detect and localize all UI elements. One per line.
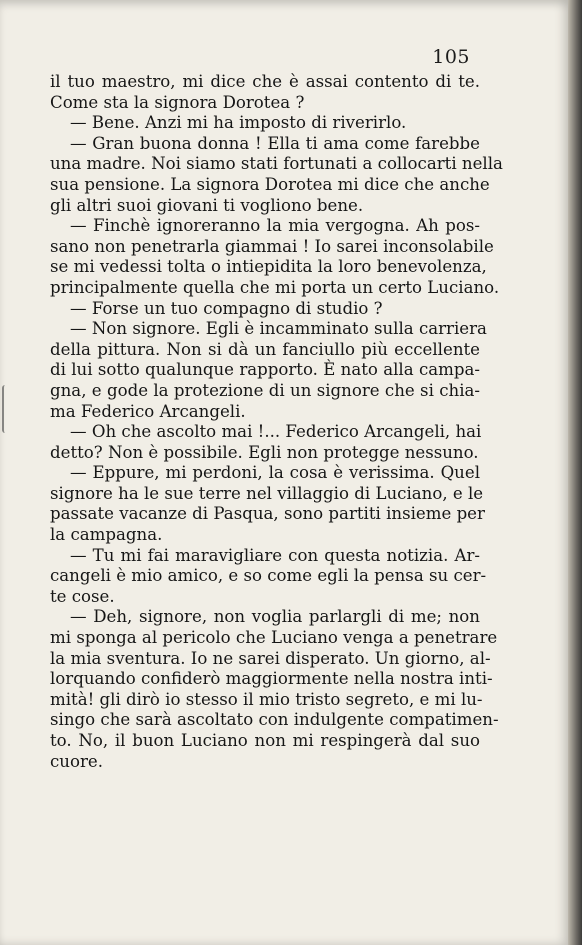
text-line: — Forse un tuo compagno di studio ? [70, 298, 383, 318]
text-line: mi sponga al pericolo che Luciano venga a penetrare [50, 628, 498, 648]
text-line: il tuo maestro, mi dice che è assai contento di te. [50, 72, 480, 91]
text-line: gna, e gode la protezione di un signore che si chia- [50, 380, 480, 400]
text-line: cangeli è mio amico, e so come egli la pensa su cer- [50, 566, 487, 586]
text-line: ma Federico Arcangeli. [50, 401, 246, 421]
page-edge-shadow [568, 0, 582, 945]
text-line: sano non penetrarla giammai ! Io sarei inconsolabile [50, 236, 494, 256]
text-line: — Tu mi fai maravigliare con questa notizia. Ar- [70, 545, 480, 565]
text-line: di lui sotto qualunque rapporto. È nato alla campa- [50, 360, 480, 380]
text-line: lorquando confiderò maggiormente nella nostra inti- [50, 669, 493, 689]
text-line: gli altri suoi giovani ti vogliono bene. [50, 195, 364, 215]
text-line: to. No, il buon Luciano non mi respingerà dal suo [50, 731, 480, 750]
text-line: se mi vedessi tolta o intiepidita la loro benevolenza, [50, 257, 487, 277]
text-line: una madre. Noi siamo stati fortunati a collocarti nella [50, 154, 503, 174]
text-line: — Oh che ascolto mai !... Federico Arcangeli, hai [70, 422, 482, 442]
text-line: della pittura. Non si dà un fanciullo più eccellente [50, 339, 480, 359]
gutter-mark [2, 385, 10, 433]
text-line: cuore. [50, 751, 103, 771]
text-line: te cose. [50, 586, 115, 606]
text-line: mità! gli dirò io stesso il mio tristo segreto, e mi lu- [50, 689, 483, 709]
text-line: la mia sventura. Io ne sarei disperato. Un giorno, al- [50, 648, 491, 668]
text-line: singo che sarà ascoltato con indulgente compatimen- [50, 710, 499, 730]
text-line: — Gran buona donna ! Ella ti ama come farebbe [70, 133, 480, 153]
text-line: sua pensione. La signora Dorotea mi dice che anche [50, 174, 490, 194]
page-number: 105 [432, 46, 470, 68]
text-line: — Non signore. Egli è incamminato sulla carriera [70, 319, 487, 339]
text-line: signore ha le sue terre nel villaggio di Luciano, e le [50, 483, 484, 503]
text-line: principalmente quella che mi porta un certo Luciano. [50, 277, 500, 297]
text-line: — Eppure, mi perdoni, la cosa è verissima. Quel [70, 463, 480, 483]
text-line: — Finchè ignoreranno la mia vergogna. Ah pos- [70, 216, 480, 236]
body-text [50, 72, 503, 772]
text-line: — Bene. Anzi mi ha imposto di riverirlo. [70, 113, 407, 133]
text-line: detto? Non è possibile. Egli non protegge nessuno. [50, 442, 479, 462]
text-line: la campagna. [50, 525, 163, 545]
text-line: Come sta la signora Dorotea ? [50, 92, 305, 112]
text-line: passate vacanze di Pasqua, sono partiti insieme per [50, 504, 485, 524]
text-line: — Deh, signore, non voglia parlargli di me; non [70, 607, 480, 627]
